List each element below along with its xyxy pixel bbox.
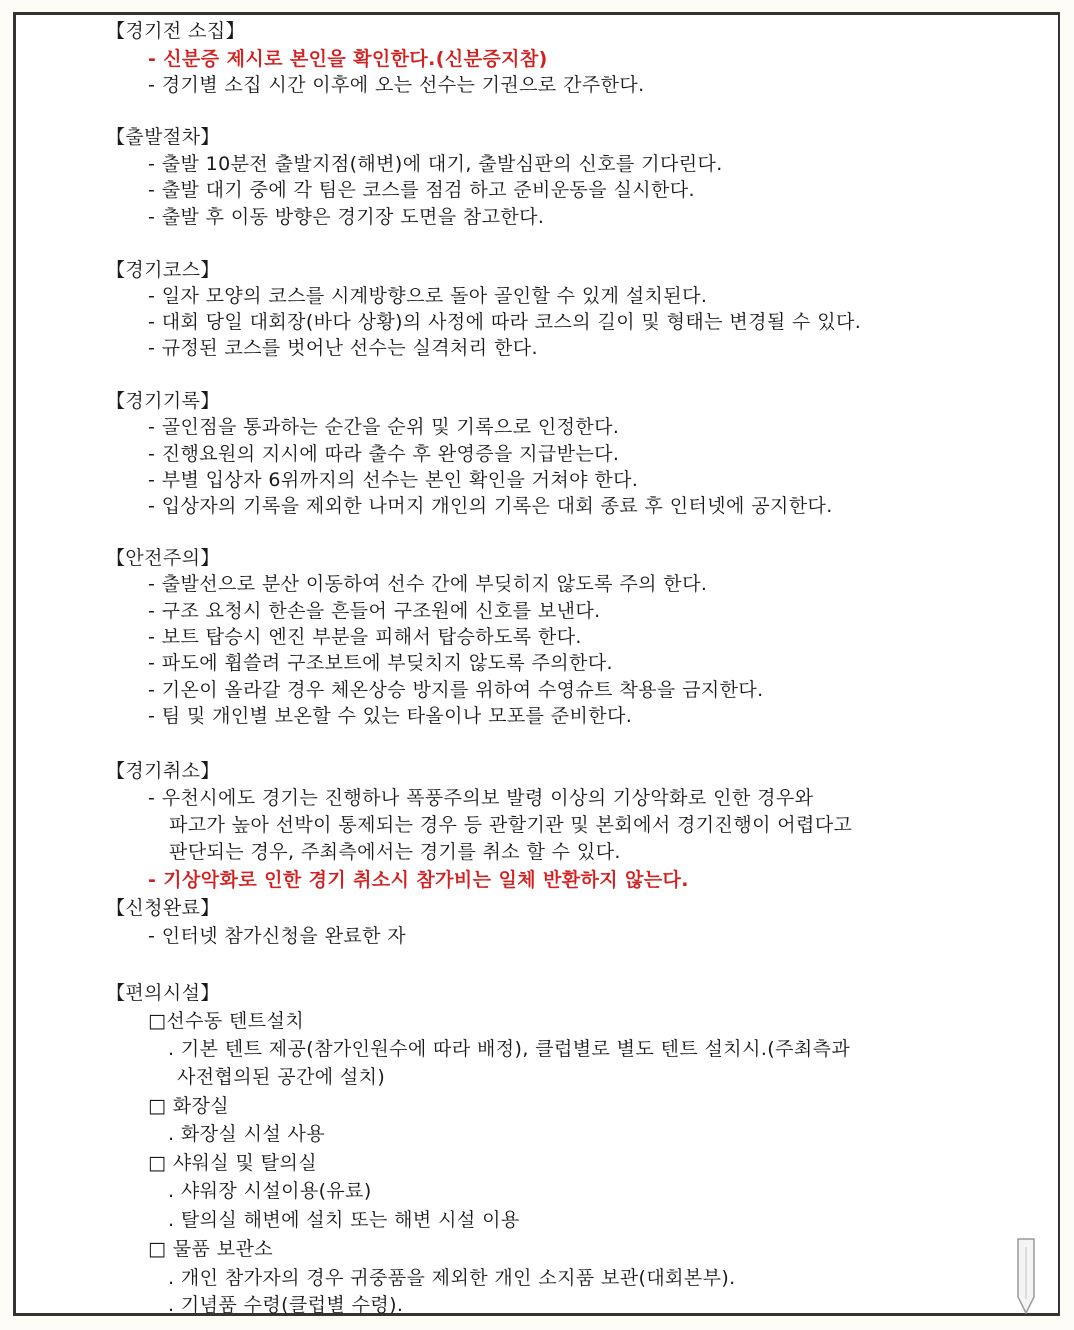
- list-item: - 골인점을 통과하는 순간을 순위 및 기록으로 인정한다.: [148, 416, 620, 438]
- section-heading: 【출발절차】: [106, 126, 220, 148]
- list-item: - 출발선으로 분산 이동하여 선수 간에 부딪히지 않도록 주의 한다.: [148, 573, 708, 595]
- section-heading: 【경기코스】: [106, 259, 220, 281]
- list-item: - 우천시에도 경기는 진행하나 폭풍주의보 발령 이상의 기상악화로 인한 경우와: [148, 787, 814, 809]
- list-item-continuation: 파고가 높아 선박이 통제되는 경우 등 관할기관 및 본회에서 경기진행이 어렵다고: [169, 814, 853, 836]
- section-heading: 【경기취소】: [106, 760, 220, 782]
- list-item: - 경기별 소집 시간 이후에 오는 선수는 기권으로 간주한다.: [148, 74, 645, 96]
- list-item: - 부별 입상자 6위까지의 선수는 본인 확인을 거쳐야 한다.: [148, 469, 639, 491]
- section-heading: 【신청완료】: [106, 897, 220, 919]
- section-heading: 【편의시설】: [106, 982, 220, 1004]
- list-item: - 입상자의 기록을 제외한 나머지 개인의 기록은 대회 종료 후 인터넷에 공지한다.: [148, 495, 833, 517]
- facility-line: . 기념품 수령(클럽별 수령).: [168, 1294, 404, 1316]
- list-item: - 대회 당일 대회장(바다 상황)의 사정에 따라 코스의 길이 및 형태는 변경될 수 있다.: [148, 311, 862, 333]
- section-heading: 【경기기록】: [106, 390, 220, 412]
- list-item: - 규정된 코스를 벗어난 선수는 실격처리 한다.: [148, 337, 538, 359]
- list-item: - 출발 10분전 출발지점(해변)에 대기, 출발심판의 신호를 기다린다.: [148, 153, 723, 175]
- list-item: - 팀 및 개인별 보온할 수 있는 타올이나 모포를 준비한다.: [148, 705, 633, 727]
- facility-title: □ 화장실: [148, 1095, 230, 1117]
- scroll-handle-icon[interactable]: [1015, 1237, 1037, 1315]
- list-item: - 보트 탑승시 엔진 부분을 피해서 탑승하도록 한다.: [148, 626, 582, 648]
- facility-title: □ 샤워실 및 탈의실: [148, 1152, 317, 1174]
- section-heading: 【경기전 소집】: [106, 20, 246, 42]
- list-item: - 출발 대기 중에 각 팀은 코스를 점검 하고 준비운동을 실시한다.: [148, 179, 695, 201]
- facility-line: . 탈의실 해변에 설치 또는 해변 시설 이용: [168, 1209, 520, 1231]
- facility-line: . 개인 참가자의 경우 귀중품을 제외한 개인 소지품 보관(대회본부).: [168, 1267, 736, 1289]
- list-item: - 인터넷 참가신청을 완료한 자: [148, 925, 407, 947]
- list-item: - 일자 모양의 코스를 시계방향으로 돌아 골인할 수 있게 설치된다.: [148, 285, 708, 307]
- list-item: - 신분증 제시로 본인을 확인한다.(신분증지참): [148, 48, 548, 70]
- list-item: - 구조 요청시 한손을 흔들어 구조원에 신호를 보낸다.: [148, 600, 601, 622]
- list-item: - 진행요원의 지시에 따라 출수 후 완영증을 지급받는다.: [148, 443, 620, 465]
- facility-line: 사전협의된 공간에 설치): [177, 1066, 386, 1088]
- facility-title: □선수동 텐트설치: [148, 1010, 305, 1032]
- list-item: - 출발 후 이동 방향은 경기장 도면을 참고한다.: [148, 206, 545, 228]
- section-heading: 【안전주의】: [106, 547, 220, 569]
- list-item-continuation: 판단되는 경우, 주최측에서는 경기를 취소 할 수 있다.: [169, 841, 621, 863]
- facility-line: . 기본 텐트 제공(참가인원수에 따라 배정), 클럽별로 별도 텐트 설치시.(주최측과: [168, 1038, 851, 1060]
- list-item: - 파도에 휩쓸려 구조보트에 부딪치지 않도록 주의한다.: [148, 652, 613, 674]
- list-item: - 기온이 올라갈 경우 체온상승 방지를 위하여 수영슈트 착용을 금지한다.: [148, 679, 764, 701]
- facility-title: □ 물품 보관소: [148, 1238, 274, 1260]
- facility-line: . 샤워장 시설이용(유료): [168, 1180, 372, 1202]
- facility-line: . 화장실 시설 사용: [168, 1123, 326, 1145]
- list-item: - 기상악화로 인한 경기 취소시 참가비는 일체 반환하지 않는다.: [148, 869, 689, 891]
